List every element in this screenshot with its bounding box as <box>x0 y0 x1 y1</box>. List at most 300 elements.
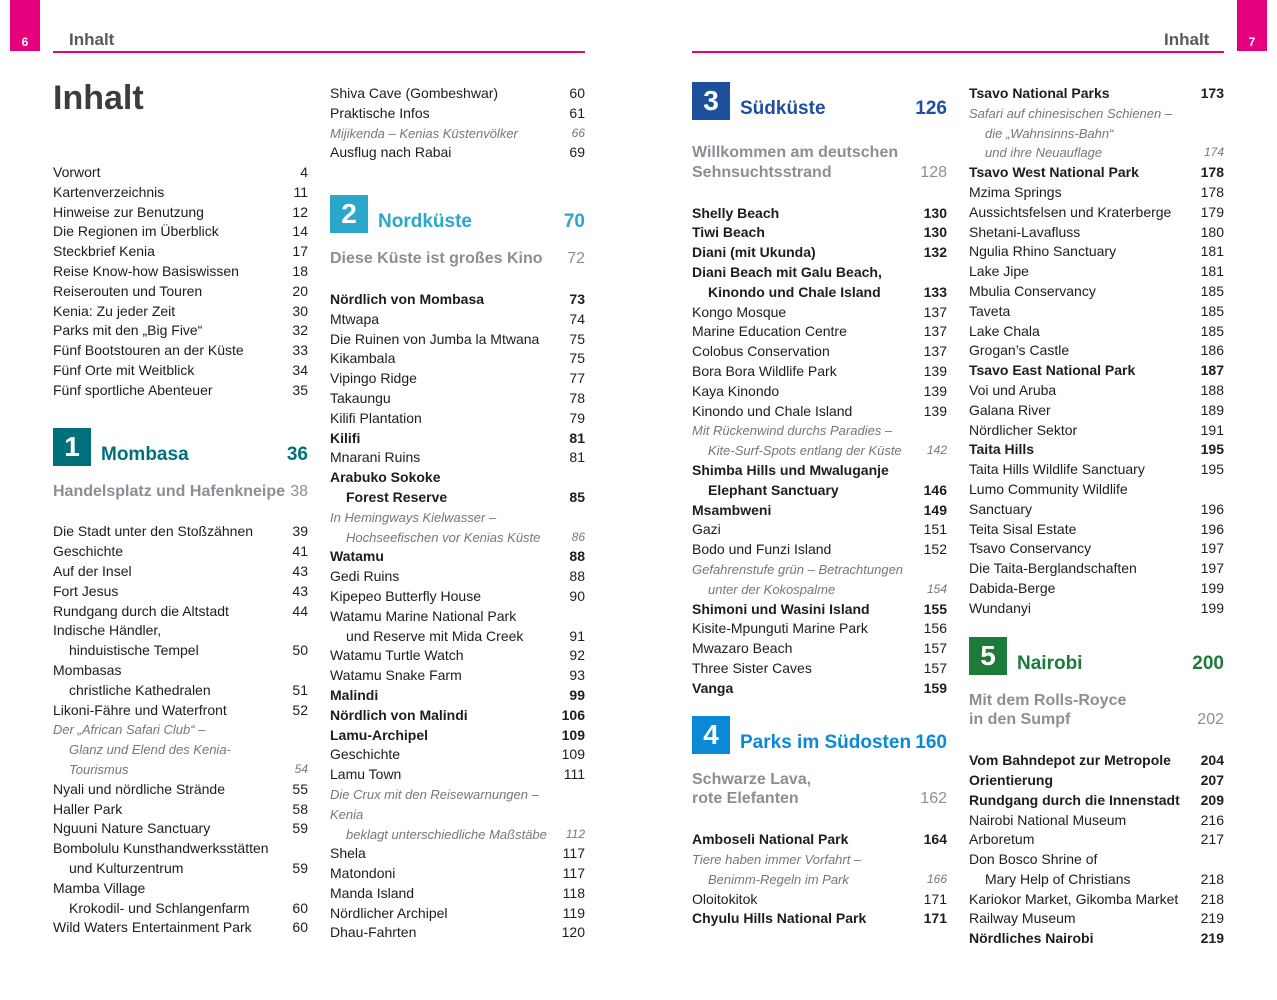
toc-entry[interactable] <box>969 183 1224 203</box>
toc-entry[interactable] <box>330 468 585 508</box>
toc-entry-label: Tsavo East National Park <box>969 362 1136 379</box>
toc-entry[interactable] <box>53 562 308 582</box>
toc-entry[interactable] <box>692 421 947 461</box>
toc-entry-page: 171 <box>923 910 947 927</box>
toc-entry[interactable] <box>330 706 585 726</box>
toc-entry[interactable] <box>330 290 585 310</box>
toc-entry[interactable] <box>692 461 947 501</box>
toc-entry-label: Steckbrief Kenia <box>53 243 155 260</box>
toc-entry-label: Kartenverzeichnis <box>53 183 165 200</box>
toc-entry[interactable] <box>692 243 947 263</box>
toc-entry-page: 216 <box>1200 811 1224 828</box>
toc-entry[interactable] <box>53 602 308 622</box>
toc-entry-page: 60 <box>569 85 585 101</box>
toc-entry-label: Shela <box>330 845 366 862</box>
toc-entry-page: 155 <box>923 600 947 617</box>
toc-entry[interactable] <box>53 242 308 262</box>
toc-entry-label: Tsavo National Parks <box>969 85 1110 101</box>
toc-entry[interactable] <box>330 330 585 350</box>
toc-entry[interactable] <box>330 646 585 666</box>
toc-entry[interactable] <box>969 791 1224 811</box>
toc-entry[interactable] <box>692 362 947 382</box>
chapter-intro-page: 72 <box>567 250 585 268</box>
toc-entry-page: 181 <box>1200 263 1224 280</box>
toc-entry-label: Matondoni <box>330 865 396 882</box>
toc-entry[interactable] <box>969 282 1224 302</box>
toc-entry-page: 30 <box>292 302 308 319</box>
page-number-right: 7 <box>1237 0 1267 51</box>
toc-entry-page: 188 <box>1200 381 1224 398</box>
toc-entry-label: Kikambala <box>330 350 396 367</box>
toc-entry-label: Der „African Safari Club“ – Glanz und Elend des Kenia-Tourismus <box>53 722 231 777</box>
chapter-3-list <box>692 204 947 699</box>
toc-entry-page: 197 <box>1200 560 1224 577</box>
toc-entry-page: 60 <box>292 899 308 916</box>
toc-entry-label: Railway Museum <box>969 910 1076 927</box>
toc-entry[interactable] <box>969 262 1224 282</box>
toc-entry-label: Colobus Conservation <box>692 343 830 360</box>
toc-entry-label: Taita Hills <box>969 441 1035 458</box>
toc-entry-page: 189 <box>1200 401 1224 418</box>
toc-entry[interactable] <box>969 460 1224 480</box>
header-rule-right <box>692 51 1224 53</box>
toc-entry[interactable] <box>692 382 947 402</box>
toc-entry[interactable] <box>53 621 308 661</box>
toc-entry[interactable] <box>330 666 585 686</box>
toc-entry-page: 69 <box>569 144 585 161</box>
toc-entry-page: 185 <box>1200 282 1224 299</box>
toc-entry[interactable] <box>692 890 947 910</box>
chapter-number-badge: 5 <box>969 637 1007 675</box>
toc-entry-page: 146 <box>923 481 947 498</box>
toc-entry-page: 14 <box>292 223 308 240</box>
toc-entry-label: Nyali und nördliche Strände <box>53 780 225 797</box>
toc-entry-page: 164 <box>923 831 947 848</box>
toc-entry[interactable] <box>53 163 308 183</box>
toc-column-4 <box>969 84 1224 949</box>
toc-entry-label: Parks mit den „Big Five“ <box>53 322 203 339</box>
toc-entry[interactable] <box>53 918 308 938</box>
toc-entry-page: 88 <box>569 548 585 565</box>
toc-entry-label: Diani (mit Ukunda) <box>692 244 816 261</box>
toc-entry-page: 152 <box>923 541 947 558</box>
toc-entry[interactable] <box>692 560 947 600</box>
toc-entry-page: 159 <box>923 679 947 696</box>
toc-entry-page: 20 <box>292 282 308 299</box>
toc-column-2 <box>330 84 585 943</box>
toc-entry[interactable] <box>53 879 308 919</box>
toc-entry[interactable] <box>969 341 1224 361</box>
toc-entry-page: 58 <box>292 800 308 817</box>
chapter-intro-title: Mit dem Rolls-Royce in den Sumpf <box>969 691 1127 729</box>
toc-entry-page: 54 <box>294 761 308 776</box>
toc-entry-page: 142 <box>926 443 947 458</box>
toc-entry-label: Nördlicher Sektor <box>969 421 1078 438</box>
toc-entry[interactable] <box>969 361 1224 381</box>
toc-entry-page: 166 <box>926 871 947 886</box>
toc-entry[interactable] <box>969 421 1224 441</box>
toc-entry-label: Amboseli National Park <box>692 831 849 848</box>
toc-entry[interactable] <box>969 830 1224 850</box>
toc-entry-label: Bodo und Funzi Island <box>692 541 832 558</box>
toc-entry-page: 174 <box>1203 145 1224 160</box>
toc-entry[interactable] <box>53 522 308 542</box>
toc-entry[interactable] <box>692 909 947 929</box>
toc-entry-label: Safari auf chinesischen Schienen – die „Wahnsinns-Bahn“ und ihre Neuauflage <box>969 105 1173 161</box>
toc-entry-label: Mnarani Ruins <box>330 449 421 466</box>
toc-entry-page: 191 <box>1200 421 1224 438</box>
chapter-intro-title: Schwarze Lava, rote Elefanten <box>692 770 812 808</box>
chapter-page: 126 <box>915 98 947 119</box>
toc-entry-page: 187 <box>1200 362 1224 379</box>
toc-entry[interactable] <box>53 302 308 322</box>
toc-entry-label: Shiva Cave (Gombeshwar) <box>330 85 499 101</box>
chapter-5-heading[interactable] <box>969 637 1224 675</box>
toc-entry-page: 178 <box>1200 164 1224 181</box>
toc-entry-page: 195 <box>1200 461 1224 478</box>
toc-entry-page: 111 <box>563 766 585 783</box>
toc-entry[interactable] <box>969 751 1224 771</box>
toc-entry-page: 217 <box>1200 831 1224 848</box>
toc-entry-label: Mamba Village Krokodil- und Schlangenfarm <box>53 879 250 916</box>
toc-entry-label: Watamu Turtle Watch <box>330 647 464 664</box>
toc-entry-page: 61 <box>569 104 585 121</box>
chapter-title: Nairobi <box>1017 652 1083 674</box>
chapter-intro-page: 38 <box>290 482 308 500</box>
toc-entry-label: Takaungu <box>330 389 391 406</box>
toc-entry-label: Tsavo West National Park <box>969 164 1139 181</box>
toc-entry[interactable] <box>53 183 308 203</box>
toc-entry-label: Wild Waters Entertainment Park <box>53 919 252 936</box>
toc-entry-page: 207 <box>1200 771 1224 788</box>
toc-entry-page: 109 <box>561 746 585 763</box>
toc-entry[interactable] <box>692 204 947 224</box>
chapter-1-heading[interactable] <box>53 428 308 466</box>
toc-entry-label: Dhau-Fahrten <box>330 924 417 941</box>
toc-entry[interactable] <box>53 839 308 879</box>
toc-entry-label: Die Stadt unter den Stoßzähnen <box>53 523 254 540</box>
toc-entry-page: 151 <box>923 521 947 538</box>
toc-entry-label: Vorwort <box>53 164 101 180</box>
chapter-title: Parks im Südosten <box>740 731 912 753</box>
toc-entry[interactable] <box>969 771 1224 791</box>
toc-entry[interactable] <box>53 582 308 602</box>
toc-entry-page: 133 <box>923 283 947 300</box>
toc-entry-page: 109 <box>561 726 585 743</box>
toc-entry-label: Gefahrenstufe grün – Betrachtungen unter der Kokospalme <box>692 561 904 597</box>
toc-entry-page: 90 <box>569 587 585 604</box>
toc-entry-page: 119 <box>562 904 585 921</box>
toc-entry[interactable] <box>330 124 585 144</box>
toc-entry-page: 55 <box>292 780 308 797</box>
toc-entry[interactable] <box>330 84 585 104</box>
toc-entry-page: 73 <box>569 290 585 307</box>
toc-entry-label: Lake Chala <box>969 322 1040 339</box>
toc-entry[interactable] <box>692 679 947 699</box>
toc-entry-label: Diani Beach mit Galu Beach, Kinondo und Chale Island <box>692 263 882 300</box>
toc-entry[interactable] <box>692 850 947 890</box>
toc-entry-label: Gazi <box>692 521 721 538</box>
chapter-page: 70 <box>563 211 585 233</box>
chapter-2-intro[interactable] <box>330 249 585 269</box>
chapter-2-heading[interactable] <box>330 195 585 233</box>
toc-entry[interactable] <box>330 864 585 884</box>
toc-entry-page: 91 <box>569 627 585 644</box>
toc-entry-label: Vipingo Ridge <box>330 370 417 387</box>
toc-entry-page: 117 <box>562 865 585 882</box>
toc-entry-page: 81 <box>569 429 585 446</box>
toc-entry[interactable] <box>969 302 1224 322</box>
toc-entry-page: 77 <box>569 370 585 387</box>
toc-entry[interactable] <box>53 282 308 302</box>
chapter-3-intro[interactable] <box>692 143 947 183</box>
toc-entry[interactable] <box>53 800 308 820</box>
toc-entry[interactable] <box>969 242 1224 262</box>
toc-entry[interactable] <box>969 480 1224 520</box>
toc-entry-page: 59 <box>292 859 308 876</box>
toc-entry-page: 93 <box>569 667 585 684</box>
toc-entry-label: Kenia: Zu jeder Zeit <box>53 302 176 319</box>
toc-entry[interactable] <box>969 440 1224 460</box>
toc-entry[interactable] <box>53 819 308 839</box>
toc-entry[interactable] <box>969 203 1224 223</box>
toc-entry-page: 78 <box>569 389 585 406</box>
toc-entry-label: Tsavo Conservancy <box>969 540 1092 557</box>
page-number-left: 6 <box>10 0 40 51</box>
toc-entry[interactable] <box>969 104 1224 163</box>
toc-entry[interactable] <box>969 381 1224 401</box>
toc-entry-page: 12 <box>292 203 308 220</box>
toc-entry[interactable] <box>692 540 947 560</box>
toc-entry[interactable] <box>53 262 308 282</box>
toc-entry-page: 52 <box>292 701 308 718</box>
toc-entry[interactable] <box>969 599 1224 619</box>
toc-entry[interactable] <box>330 785 585 844</box>
toc-entry[interactable] <box>692 619 947 639</box>
toc-entry-label: Shetani-Lavafluss <box>969 223 1081 240</box>
toc-entry-page: 218 <box>1200 890 1224 907</box>
toc-entry-label: Kipepeo Butterfly House <box>330 587 481 604</box>
toc-entry-page: 11 <box>293 183 308 200</box>
toc-column-3 <box>692 82 947 929</box>
toc-entry[interactable] <box>330 310 585 330</box>
toc-entry-page: 43 <box>292 582 308 599</box>
toc-entry-label: Geschichte <box>53 543 124 560</box>
toc-entry[interactable] <box>692 402 947 422</box>
toc-entry-page: 173 <box>1200 85 1224 101</box>
toc-entry-label: Manda Island <box>330 884 415 901</box>
toc-entry-label: Marine Education Centre <box>692 323 847 340</box>
toc-entry-page: 156 <box>923 620 947 637</box>
toc-entry[interactable] <box>53 661 308 701</box>
toc-entry-label: Kongo Mosque <box>692 303 787 320</box>
toc-entry[interactable] <box>330 104 585 124</box>
chapter-1-continued-list <box>330 84 585 163</box>
toc-entry-label: Geschichte <box>330 746 401 763</box>
toc-entry-page: 199 <box>1200 599 1224 616</box>
chapter-3-heading[interactable] <box>692 82 947 120</box>
toc-entry-page: 209 <box>1200 791 1224 808</box>
toc-entry-page: 204 <box>1200 752 1224 769</box>
toc-entry-page: 117 <box>562 845 585 862</box>
chapter-4-intro[interactable] <box>692 770 947 810</box>
toc-entry-label: Mwazaro Beach <box>692 640 793 657</box>
toc-entry-page: 88 <box>569 568 585 585</box>
toc-entry[interactable] <box>969 929 1224 949</box>
toc-entry[interactable] <box>53 381 308 401</box>
toc-entry[interactable] <box>330 884 585 904</box>
toc-entry-label: Haller Park <box>53 800 123 817</box>
toc-entry-page: 51 <box>292 681 308 698</box>
toc-entry-label: Kilifi <box>330 429 361 446</box>
toc-entry-label: Fünf Bootstouren an der Küste <box>53 342 244 359</box>
toc-entry[interactable] <box>330 607 585 647</box>
toc-entry[interactable] <box>53 701 308 721</box>
toc-entry[interactable] <box>969 850 1224 890</box>
toc-entry[interactable] <box>969 539 1224 559</box>
toc-entry[interactable] <box>969 890 1224 910</box>
chapter-number-badge: 1 <box>53 428 91 466</box>
toc-entry-page: 186 <box>1200 342 1224 359</box>
toc-entry[interactable] <box>53 542 308 562</box>
toc-entry-label: Kisite-Mpunguti Marine Park <box>692 620 868 637</box>
toc-entry[interactable] <box>969 322 1224 342</box>
toc-entry-label: Rundgang durch die Altstadt <box>53 602 229 619</box>
toc-entry[interactable] <box>53 203 308 223</box>
toc-entry-page: 85 <box>569 488 585 505</box>
chapter-title: Nordküste <box>378 211 472 233</box>
toc-entry-label: Auf der Insel <box>53 562 132 579</box>
toc-entry[interactable] <box>330 745 585 765</box>
toc-entry-page: 179 <box>1200 203 1224 220</box>
toc-entry[interactable] <box>330 143 585 163</box>
toc-entry[interactable] <box>969 909 1224 929</box>
toc-entry[interactable] <box>53 361 308 381</box>
toc-entry[interactable] <box>969 811 1224 831</box>
toc-entry-label: Nördlicher Archipel <box>330 904 448 921</box>
toc-entry[interactable] <box>692 303 947 323</box>
toc-entry-page: 132 <box>923 244 947 261</box>
toc-entry-label: Teita Sisal Estate <box>969 520 1077 537</box>
chapter-page: 160 <box>915 731 947 753</box>
toc-entry-label: Fünf sportliche Abenteuer <box>53 381 213 398</box>
toc-entry-page: 181 <box>1200 243 1224 260</box>
toc-entry[interactable] <box>330 844 585 864</box>
toc-entry-page: 75 <box>569 330 585 347</box>
toc-entry-label: Bombolulu Kunsthandwerksstätten und Kulturzentrum <box>53 840 269 876</box>
toc-entry[interactable] <box>330 369 585 389</box>
toc-entry-page: 39 <box>292 523 308 540</box>
toc-entry[interactable] <box>330 448 585 468</box>
toc-entry-label: Nördlich von Mombasa <box>330 290 485 307</box>
toc-entry-label: Nguuni Nature Sanctuary <box>53 820 211 837</box>
toc-entry[interactable] <box>969 163 1224 183</box>
toc-entry-page: 17 <box>292 243 308 260</box>
toc-entry[interactable] <box>692 223 947 243</box>
toc-entry-label: Praktische Infos <box>330 104 430 121</box>
toc-entry[interactable] <box>330 429 585 449</box>
toc-entry[interactable] <box>692 501 947 521</box>
toc-entry[interactable] <box>330 409 585 429</box>
toc-entry[interactable] <box>692 322 947 342</box>
toc-entry[interactable] <box>969 559 1224 579</box>
toc-entry[interactable] <box>692 342 947 362</box>
toc-entry[interactable] <box>53 720 308 779</box>
toc-entry[interactable] <box>330 349 585 369</box>
toc-entry-page: 180 <box>1200 223 1224 240</box>
toc-entry[interactable] <box>330 587 585 607</box>
toc-entry[interactable] <box>53 321 308 341</box>
toc-entry-page: 44 <box>292 602 308 619</box>
toc-entry-label: Fünf Orte mit Weitblick <box>53 361 195 378</box>
toc-entry-label: Shimba Hills und Mwaluganje Elephant Sanctuary <box>692 461 889 498</box>
toc-entry-page: 106 <box>561 706 585 723</box>
toc-entry-page: 92 <box>569 647 585 664</box>
toc-entry[interactable] <box>969 401 1224 421</box>
toc-entry[interactable] <box>692 639 947 659</box>
toc-entry[interactable] <box>969 520 1224 540</box>
toc-entry-label: Rundgang durch die Innenstadt <box>969 791 1180 808</box>
toc-entry[interactable] <box>330 389 585 409</box>
chapter-5-intro[interactable] <box>969 691 1224 731</box>
toc-entry-label: Die Regionen im Überblick <box>53 223 219 240</box>
toc-entry-page: 41 <box>292 543 308 560</box>
toc-entry-label: Dabida-Berge <box>969 579 1056 596</box>
toc-entry[interactable] <box>330 547 585 567</box>
toc-entry-page: 18 <box>292 262 308 279</box>
toc-entry[interactable] <box>969 84 1224 104</box>
toc-entry-label: Chyulu Hills National Park <box>692 910 867 927</box>
toc-entry[interactable] <box>330 904 585 924</box>
toc-entry-page: 120 <box>561 924 585 941</box>
toc-entry-label: Lamu-Archipel <box>330 726 429 743</box>
chapter-1-list <box>53 522 308 938</box>
chapter-1-intro[interactable] <box>53 482 308 502</box>
toc-entry[interactable] <box>330 686 585 706</box>
toc-entry[interactable] <box>53 780 308 800</box>
toc-entry-page: 149 <box>923 501 947 518</box>
chapter-4-heading[interactable] <box>692 716 947 754</box>
toc-entry-label: Watamu Marine National Park und Reserve mit Mida Creek <box>330 607 524 644</box>
toc-entry-page: 74 <box>569 310 585 327</box>
chapter-intro-title: Diese Küste ist großes Kino <box>330 250 543 268</box>
toc-entry[interactable] <box>969 579 1224 599</box>
toc-entry[interactable] <box>53 222 308 242</box>
toc-entry-label: Grogan’s Castle <box>969 342 1070 359</box>
toc-entry-page: 219 <box>1200 910 1224 927</box>
toc-entry[interactable] <box>692 520 947 540</box>
toc-entry-label: Bora Bora Wildlife Park <box>692 362 837 379</box>
toc-entry-page: 199 <box>1200 579 1224 596</box>
toc-entry[interactable] <box>692 830 947 850</box>
toc-entry[interactable] <box>692 263 947 303</box>
toc-entry[interactable] <box>53 341 308 361</box>
toc-entry-label: Lake Jipe <box>969 263 1029 280</box>
toc-entry[interactable] <box>969 223 1224 243</box>
toc-entry[interactable] <box>330 923 585 943</box>
toc-column-1 <box>53 78 308 938</box>
chapter-5-list <box>969 751 1224 949</box>
toc-entry[interactable] <box>692 600 947 620</box>
toc-entry[interactable] <box>330 765 585 785</box>
toc-entry[interactable] <box>330 567 585 587</box>
toc-entry-label: Orientierung <box>969 771 1054 788</box>
toc-entry[interactable] <box>692 659 947 679</box>
toc-entry-page: 137 <box>923 303 947 320</box>
toc-entry[interactable] <box>330 508 585 548</box>
toc-entry-page: 75 <box>569 350 585 367</box>
toc-entry[interactable] <box>330 726 585 746</box>
